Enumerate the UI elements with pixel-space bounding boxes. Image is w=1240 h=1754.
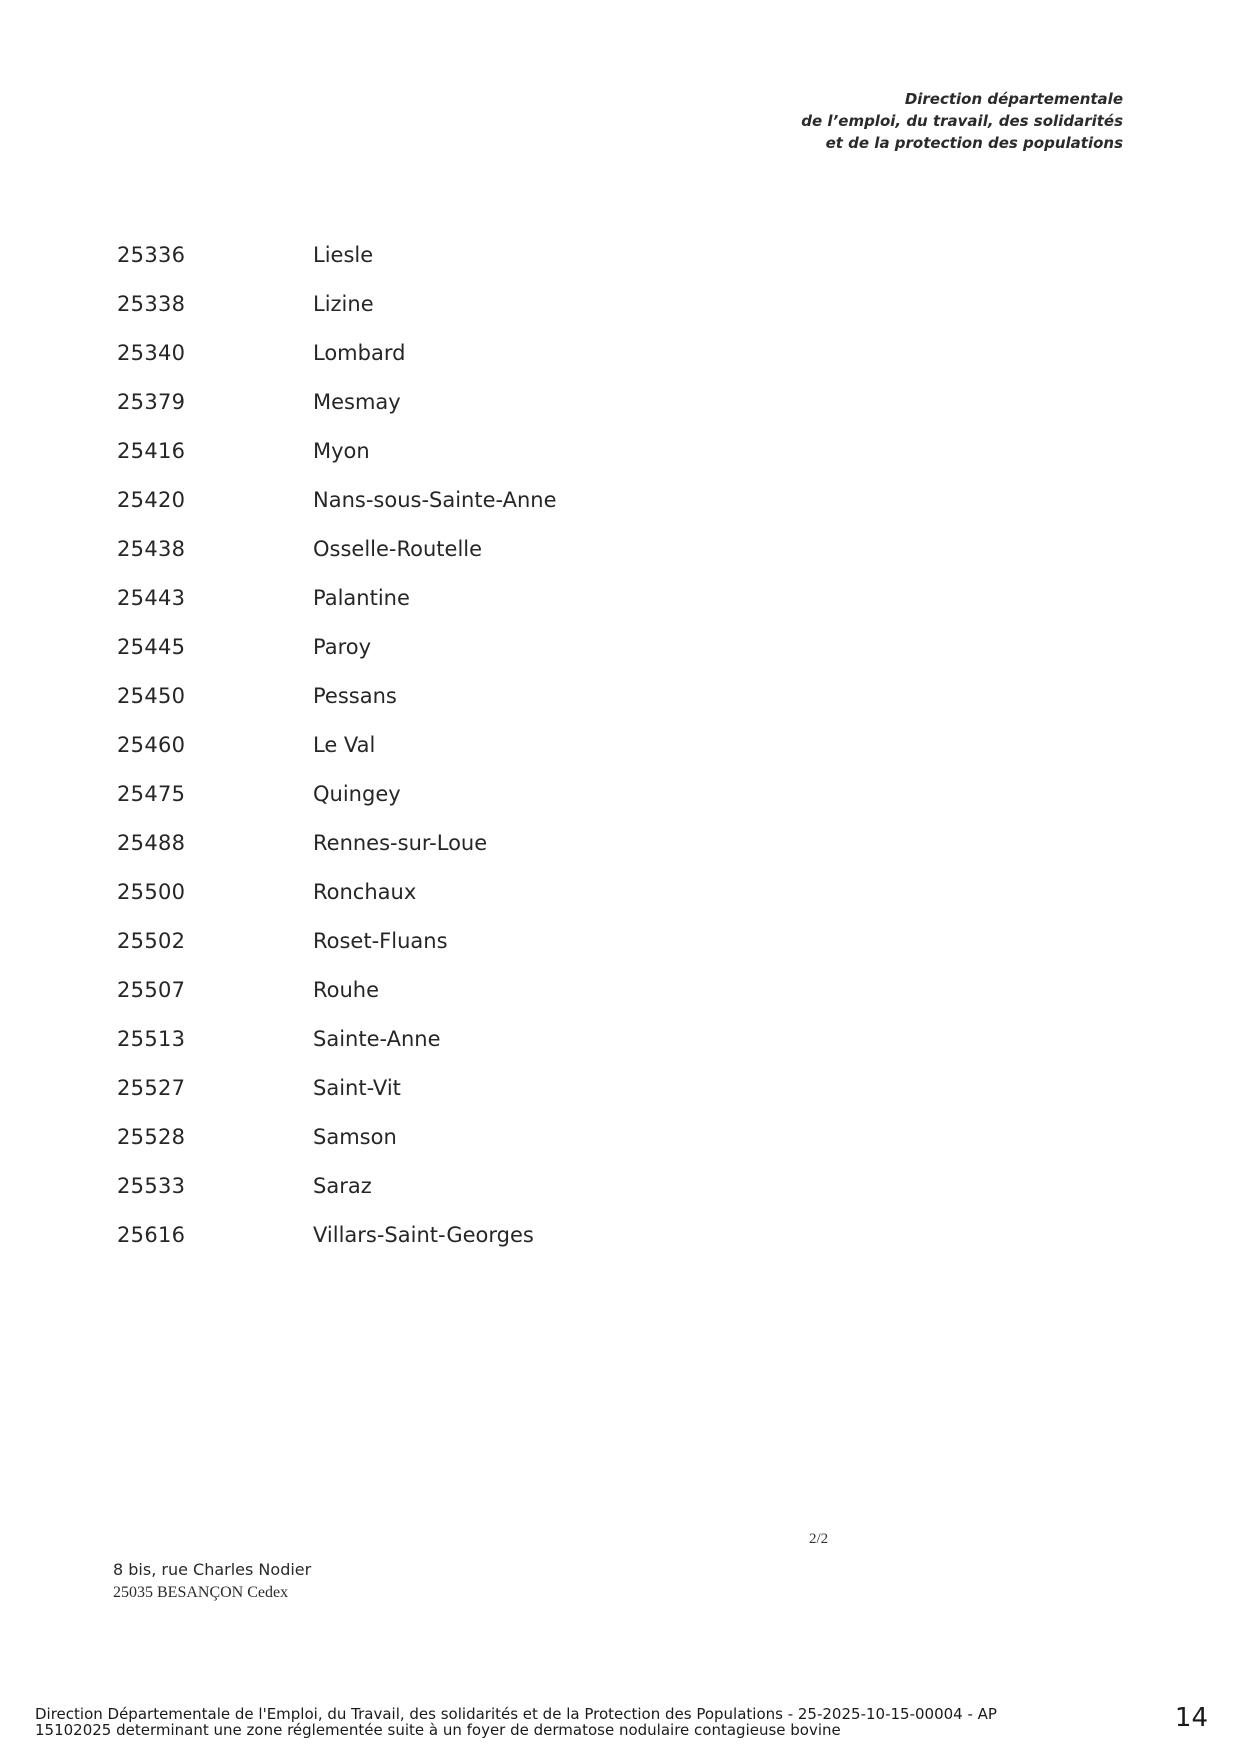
commune-name: Saraz bbox=[313, 1173, 372, 1198]
footer-line-1: Direction Départementale de l'Emploi, du Travail, des solidarités et de la Protection des Populations - 25-2025-10-15-00004 - AP bbox=[35, 1705, 997, 1723]
commune-row bbox=[117, 867, 557, 916]
commune-row bbox=[117, 720, 557, 769]
address-block bbox=[113, 1558, 311, 1604]
commune-code: 25416 bbox=[117, 438, 186, 463]
commune-row bbox=[117, 524, 557, 573]
commune-name: Mesmay bbox=[313, 389, 401, 414]
commune-row bbox=[117, 769, 557, 818]
issuer-line-1: Direction départementale bbox=[904, 90, 1123, 108]
commune-name: Liesle bbox=[313, 242, 374, 267]
commune-row bbox=[117, 377, 557, 426]
commune-name: Villars-Saint-Georges bbox=[313, 1222, 534, 1247]
commune-row bbox=[117, 965, 557, 1014]
commune-name: Osselle-Routelle bbox=[313, 536, 483, 561]
issuer-line-3: et de la protection des populations bbox=[825, 134, 1123, 152]
issuer-line-2: de l’emploi, du travail, des solidarités bbox=[801, 112, 1123, 130]
commune-row bbox=[117, 622, 557, 671]
document-footer bbox=[35, 1706, 1115, 1738]
commune-name: Rouhe bbox=[313, 977, 380, 1002]
commune-row bbox=[117, 328, 557, 377]
footer-line-2: 15102025 determinant une zone réglementée suite à un foyer de dermatose nodulaire contagieuse bovine bbox=[35, 1721, 841, 1739]
commune-row bbox=[117, 1063, 557, 1112]
address-city: 25035 BESANÇON Cedex bbox=[113, 1584, 289, 1601]
commune-code: 25438 bbox=[117, 536, 186, 561]
commune-name: Ronchaux bbox=[313, 879, 417, 904]
commune-list bbox=[117, 230, 557, 1259]
commune-name: Lombard bbox=[313, 340, 406, 365]
commune-code: 25450 bbox=[117, 683, 186, 708]
commune-row bbox=[117, 1112, 557, 1161]
commune-name: Myon bbox=[313, 438, 370, 463]
commune-name: Pessans bbox=[313, 683, 397, 708]
commune-row bbox=[117, 279, 557, 328]
commune-row bbox=[117, 671, 557, 720]
commune-code: 25616 bbox=[117, 1222, 186, 1247]
commune-code: 25340 bbox=[117, 340, 186, 365]
commune-name: Paroy bbox=[313, 634, 372, 659]
commune-code: 25336 bbox=[117, 242, 186, 267]
commune-name: Samson bbox=[313, 1124, 397, 1149]
commune-code: 25528 bbox=[117, 1124, 186, 1149]
commune-name: Saint-Vit bbox=[313, 1075, 401, 1100]
commune-code: 25527 bbox=[117, 1075, 186, 1100]
commune-code: 25475 bbox=[117, 781, 186, 806]
page-indicator: 2/2 bbox=[809, 1531, 829, 1547]
commune-name: Roset-Fluans bbox=[313, 928, 448, 953]
commune-name: Nans-sous-Sainte-Anne bbox=[313, 487, 557, 512]
commune-row bbox=[117, 426, 557, 475]
commune-code: 25533 bbox=[117, 1173, 186, 1198]
commune-code: 25500 bbox=[117, 879, 186, 904]
commune-row bbox=[117, 1014, 557, 1063]
commune-code: 25445 bbox=[117, 634, 186, 659]
sheet-number: 14 bbox=[1174, 1703, 1208, 1733]
commune-row bbox=[117, 230, 557, 279]
commune-code: 25488 bbox=[117, 830, 186, 855]
commune-name: Quingey bbox=[313, 781, 401, 806]
commune-row bbox=[117, 573, 557, 622]
commune-code: 25443 bbox=[117, 585, 186, 610]
commune-row bbox=[117, 1161, 557, 1210]
issuer-header bbox=[801, 88, 1123, 154]
commune-row bbox=[117, 475, 557, 524]
commune-code: 25502 bbox=[117, 928, 186, 953]
commune-name: Le Val bbox=[313, 732, 376, 757]
commune-row bbox=[117, 1210, 557, 1259]
commune-name: Sainte-Anne bbox=[313, 1026, 441, 1051]
commune-code: 25507 bbox=[117, 977, 186, 1002]
commune-name: Palantine bbox=[313, 585, 410, 610]
commune-code: 25420 bbox=[117, 487, 186, 512]
commune-code: 25460 bbox=[117, 732, 186, 757]
commune-code: 25338 bbox=[117, 291, 186, 316]
commune-row bbox=[117, 916, 557, 965]
address-street: 8 bis, rue Charles Nodier bbox=[113, 1560, 312, 1579]
commune-name: Rennes-sur-Loue bbox=[313, 830, 488, 855]
commune-name: Lizine bbox=[313, 291, 374, 316]
commune-row bbox=[117, 818, 557, 867]
commune-code: 25513 bbox=[117, 1026, 186, 1051]
commune-code: 25379 bbox=[117, 389, 186, 414]
